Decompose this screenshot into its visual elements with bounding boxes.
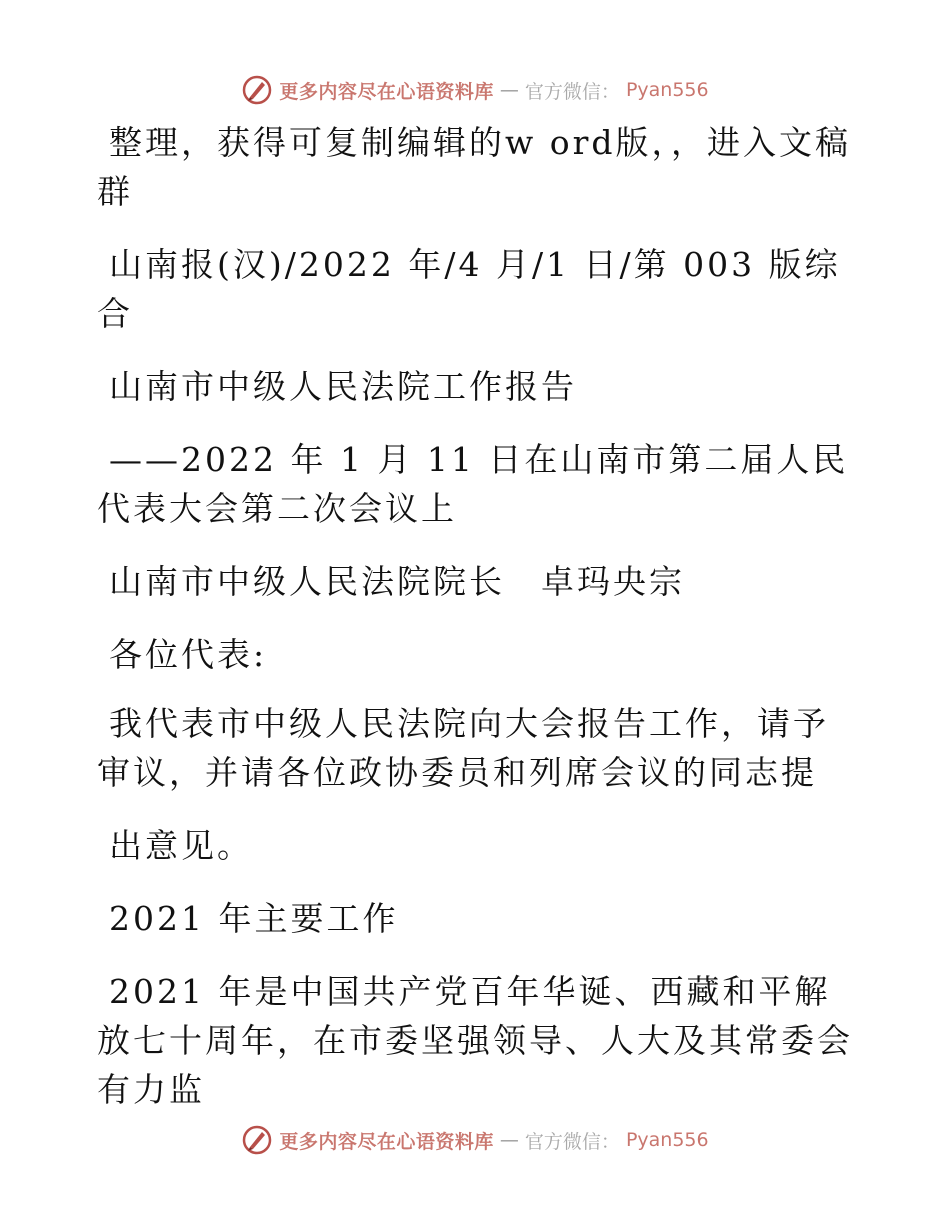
watermark-wechat-id: Pyan556 xyxy=(625,79,709,101)
footer-watermark xyxy=(0,1120,950,1160)
section-heading: 2021 年主要工作 xyxy=(109,899,399,938)
header-watermark xyxy=(0,70,950,110)
report-subtitle-date: ——2022 年 1 月 11 日在山南市第二届人民代表大会第二次会议上 xyxy=(97,440,849,528)
watermark-group xyxy=(241,1124,708,1156)
quill-pen-logo-icon xyxy=(241,1124,273,1156)
paragraph-word-notice: 整理，获得可复制编辑的w ord版，，进入文稿群 xyxy=(97,123,852,211)
watermark-brand-text: 更多内容尽在心语资料库 xyxy=(279,1130,494,1153)
report-title: 山南市中级人民法院工作报告 xyxy=(109,367,577,406)
watermark-dash: — xyxy=(499,1129,519,1151)
watermark-brand-text: 更多内容尽在心语资料库 xyxy=(279,80,494,103)
paragraph-intro-continued: 出意见。 xyxy=(109,826,253,865)
paragraph-body: 2021 年是中国共产党百年华诞、西藏和平解放七十周年，在市委坚强领导、人大及其常委会有力监 xyxy=(97,972,853,1109)
report-author: 山南市中级人民法院院长 卓玛央宗 xyxy=(109,562,685,601)
watermark-group xyxy=(241,74,708,106)
quill-pen-logo-icon xyxy=(241,74,273,106)
watermark-dash: — xyxy=(499,79,519,101)
paragraph-greeting: 各位代表: xyxy=(109,635,268,674)
paragraph-source-line: 山南报(汉)/2022 年/4 月/1 日/第 003 版综合 xyxy=(97,245,841,333)
watermark-wechat-label: 官方微信： xyxy=(524,80,620,103)
paragraph-intro: 我代表市中级人民法院向大会报告工作，请予审议，并请各位政协委员和列席会议的同志提 xyxy=(97,704,829,792)
document-body xyxy=(97,118,857,1142)
watermark-wechat-label: 官方微信： xyxy=(524,1130,620,1153)
watermark-wechat-id: Pyan556 xyxy=(625,1129,709,1151)
